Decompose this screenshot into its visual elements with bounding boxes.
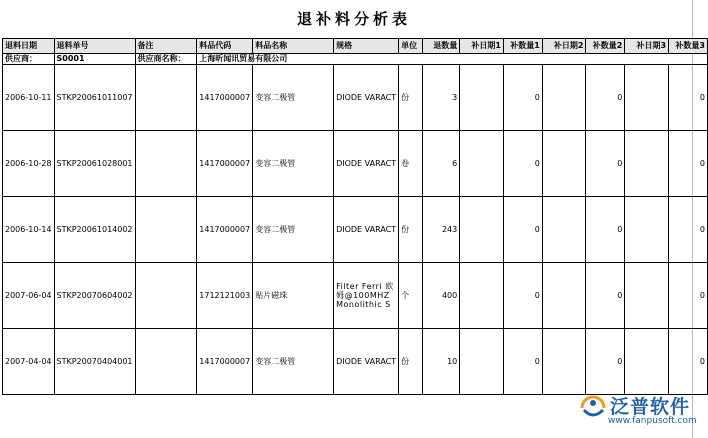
- cell-supply-date-2: [542, 329, 586, 395]
- cell-item-name: 变容二极管: [253, 329, 334, 395]
- cell-item-name: 变容二极管: [253, 65, 334, 131]
- cell-remark: [135, 329, 197, 395]
- cell-supply-date-1: [460, 329, 504, 395]
- cell-return-qty: 3: [422, 65, 460, 131]
- cell-return-no: STKP20061014002: [54, 197, 135, 263]
- cell-supply-qty-2: 0: [586, 65, 625, 131]
- cell-spec: DIODE VARACT: [334, 329, 399, 395]
- cell-supply-date-2: [542, 65, 586, 131]
- table-row: [3, 329, 708, 395]
- cell-return-no: STKP20061011007: [54, 65, 135, 131]
- cell-supply-qty-2: 0: [586, 131, 625, 197]
- cell-unit: 个: [399, 263, 422, 329]
- cell-supply-qty-3: 0: [669, 131, 708, 197]
- col-header-supply-date-1: 补日期1: [460, 39, 504, 54]
- cell-supply-date-2: [542, 263, 586, 329]
- supplier-label: 供应商：: [3, 54, 55, 65]
- cell-return-date: 2007-06-04: [3, 263, 55, 329]
- col-header-supply-qty-1: 补数量1: [503, 39, 542, 54]
- cell-return-no: STKP20070404001: [54, 329, 135, 395]
- supplier-row: [3, 54, 708, 65]
- cell-supply-date-3: [625, 197, 669, 263]
- cell-supply-date-3: [625, 329, 669, 395]
- cell-return-qty: 6: [422, 131, 460, 197]
- cell-supply-qty-1: 0: [503, 65, 542, 131]
- cell-remark: [135, 65, 197, 131]
- cell-return-date: 2006-10-11: [3, 65, 55, 131]
- cell-return-no: STKP20061028001: [54, 131, 135, 197]
- cell-return-qty: 243: [422, 197, 460, 263]
- cell-supply-date-2: [542, 197, 586, 263]
- cell-supply-qty-2: 0: [586, 329, 625, 395]
- report-title: 退补料分析表: [296, 10, 411, 28]
- cell-supply-date-1: [460, 65, 504, 131]
- cell-supply-qty-1: 0: [503, 131, 542, 197]
- cell-supply-qty-3: 0: [669, 329, 708, 395]
- cell-return-qty: 400: [422, 263, 460, 329]
- cell-item-code: 1417000007: [197, 131, 253, 197]
- cell-item-code: 1417000007: [197, 65, 253, 131]
- cell-supply-qty-3: 0: [669, 65, 708, 131]
- col-header-unit: 单位: [399, 39, 422, 54]
- cell-item-name: 贴片磁珠: [253, 263, 334, 329]
- report-table: [2, 38, 708, 395]
- col-header-item-code: 料品代码: [197, 39, 253, 54]
- cell-remark: [135, 131, 197, 197]
- cell-return-no: STKP20070604002: [54, 263, 135, 329]
- cell-supply-qty-3: 0: [669, 197, 708, 263]
- cell-supply-qty-3: 0: [669, 263, 708, 329]
- table-row: [3, 65, 708, 131]
- cell-supply-date-3: [625, 263, 669, 329]
- cell-supply-date-3: [625, 65, 669, 131]
- cell-item-code: 1712121003: [197, 263, 253, 329]
- cell-item-code: 1417000007: [197, 329, 253, 395]
- cell-supply-date-1: [460, 131, 504, 197]
- cell-spec: DIODE VARACT: [334, 131, 399, 197]
- cell-item-code: 1417000007: [197, 197, 253, 263]
- cell-unit: 卷: [399, 131, 422, 197]
- cell-supply-date-1: [460, 263, 504, 329]
- cell-return-date: 2007-04-04: [3, 329, 55, 395]
- cell-supply-qty-2: 0: [586, 263, 625, 329]
- cell-spec: Filter Ferri 欧姆@100MHZ Monolithic S: [334, 263, 399, 329]
- logo-mark-icon: [578, 390, 608, 420]
- table-row: [3, 197, 708, 263]
- cell-supply-qty-2: 0: [586, 197, 625, 263]
- cell-return-qty: 10: [422, 329, 460, 395]
- col-header-supply-qty-2: 补数量2: [586, 39, 625, 54]
- col-header-return-no: 退料单号: [54, 39, 135, 54]
- cell-unit: 份: [399, 65, 422, 131]
- cell-supply-qty-1: 0: [503, 329, 542, 395]
- cell-supply-date-2: [542, 131, 586, 197]
- cell-unit: 份: [399, 197, 422, 263]
- col-header-item-name: 料品名称: [253, 39, 334, 54]
- cell-spec: DIODE VARACT: [334, 65, 399, 131]
- cell-spec: DIODE VARACT: [334, 197, 399, 263]
- cell-item-name: 变容二极管: [253, 197, 334, 263]
- cell-supply-qty-1: 0: [503, 263, 542, 329]
- logo-name: 泛普软件: [610, 396, 691, 418]
- table-row: [3, 131, 708, 197]
- brand-logo: [578, 390, 698, 434]
- col-header-supply-date-2: 补日期2: [542, 39, 586, 54]
- cell-supply-qty-1: 0: [503, 197, 542, 263]
- col-header-supply-date-3: 补日期3: [625, 39, 669, 54]
- col-header-remark: 备注: [135, 39, 197, 54]
- cell-remark: [135, 197, 197, 263]
- col-header-return-qty: 退数量: [422, 39, 460, 54]
- col-header-spec: 规格: [334, 39, 399, 54]
- cell-return-date: 2006-10-28: [3, 131, 55, 197]
- col-header-return-date: 退料日期: [3, 39, 55, 54]
- header-row: [3, 39, 708, 54]
- table-row: [3, 263, 708, 329]
- cell-item-name: 变容二极管: [253, 131, 334, 197]
- cell-return-date: 2006-10-14: [3, 197, 55, 263]
- supplier-name: 上海昕闻讯贸易有限公司: [197, 54, 708, 65]
- supplier-code: S0001: [54, 54, 135, 65]
- cell-supply-date-1: [460, 197, 504, 263]
- cell-unit: 份: [399, 329, 422, 395]
- logo-url: www.fanpusoft.com: [608, 416, 697, 426]
- supplier-name-label: 供应商名称：: [135, 54, 197, 65]
- cell-remark: [135, 263, 197, 329]
- cell-supply-date-3: [625, 131, 669, 197]
- col-header-supply-qty-3: 补数量3: [669, 39, 708, 54]
